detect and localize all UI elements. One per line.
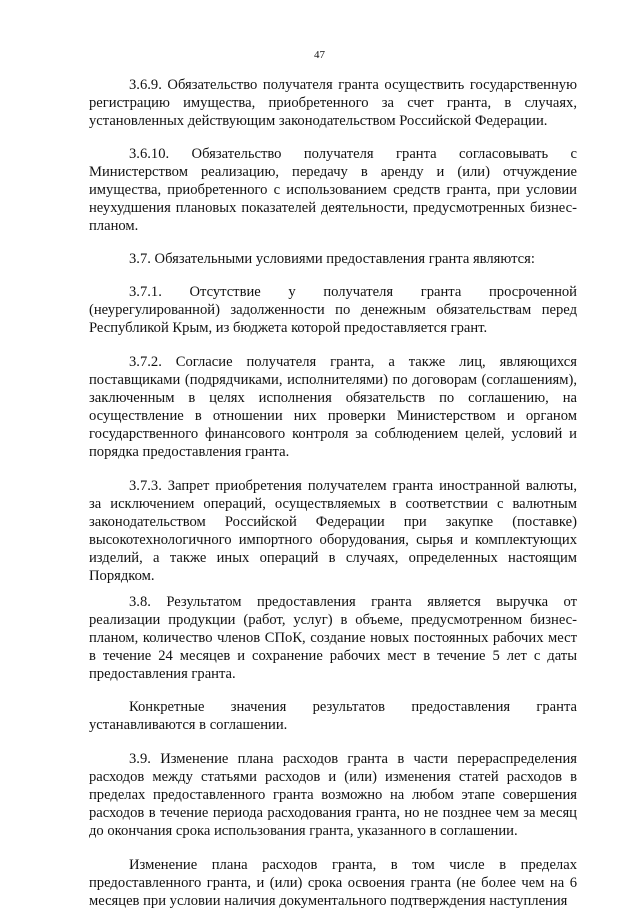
paragraph-3-9: 3.9. Изменение плана расходов гранта в части перераспределения расходов между статьями расходов и (или) изменения статей расходов в пределах предоставленного гранта возможно на любом этапе совершения расходов в течение периода расходования гранта, но не позднее чем за месяц до окончания срока использования гранта, указанного в соглашении. [89, 751, 577, 839]
paragraph-3-8: 3.8. Результатом предоставления гранта является выручка от реализации продукции (работ, услуг) в объеме, предусмотренном бизнес-планом, количество членов СПоК, создание новых постоянных рабочих мест в течение 24 месяцев и сохранение рабочих мест в течение 5 лет с даты предоставления гранта. [89, 594, 577, 682]
document-body [89, 76, 577, 910]
paragraph-3-7: 3.7. Обязательными условиями предоставления гранта являются: [129, 251, 535, 267]
page-number: 47 [314, 49, 325, 61]
paragraph-3-7-1: 3.7.1. Отсутствие у получателя гранта просроченной (неурегулированной) задолженности по денежным обязательствам перед Республикой Крым, из бюджета которой предоставляется грант. [89, 284, 577, 336]
paragraph-3-6-10: 3.6.10. Обязательство получателя гранта согласовывать с Министерством реализацию, передачу в аренду и (или) отчуждение имущества, приобретенного с использованием средств гранта, при условии неухудшения плановых показателей деятельности, предусмотренных бизнес-планом. [89, 146, 577, 234]
paragraph-3-9-continued: Изменение плана расходов гранта, в том числе в пределах предоставленного гранта, и (или) срока освоения гранта (не более чем на 6 месяцев при условии наличия документального подтверждения наступления [89, 857, 577, 909]
paragraph-3-7-2: 3.7.2. Согласие получателя гранта, а также лиц, являющихся поставщиками (подрядчиками, исполнителями) по договорам (соглашениям), заключенным в целях исполнения обязательств по соглашению, на осуществление в отношении них проверки Министерством и органом государственного финансового контроля за соблюдением целей, условий и порядка предоставления гранта. [89, 354, 577, 460]
paragraph-3-8-values: Конкретные значения результатов предоставления гранта устанавливаются в соглашении. [89, 699, 577, 733]
paragraph-3-6-9: 3.6.9. Обязательство получателя гранта осуществить государственную регистрацию имущества, приобретенного за счет гранта, в случаях, установленных действующим законодательством Российской Федерации. [89, 77, 577, 129]
paragraph-3-7-3: 3.7.3. Запрет приобретения получателем гранта иностранной валюты, за исключением операций, осуществляемых в соответствии с валютным законодательством Российской Федерации при закупке (поставке) высокотехнологичного импортного оборудования, сырья и комплектующих изделий, а также иных операций в случаях, определенных настоящим Порядком. [89, 478, 577, 584]
